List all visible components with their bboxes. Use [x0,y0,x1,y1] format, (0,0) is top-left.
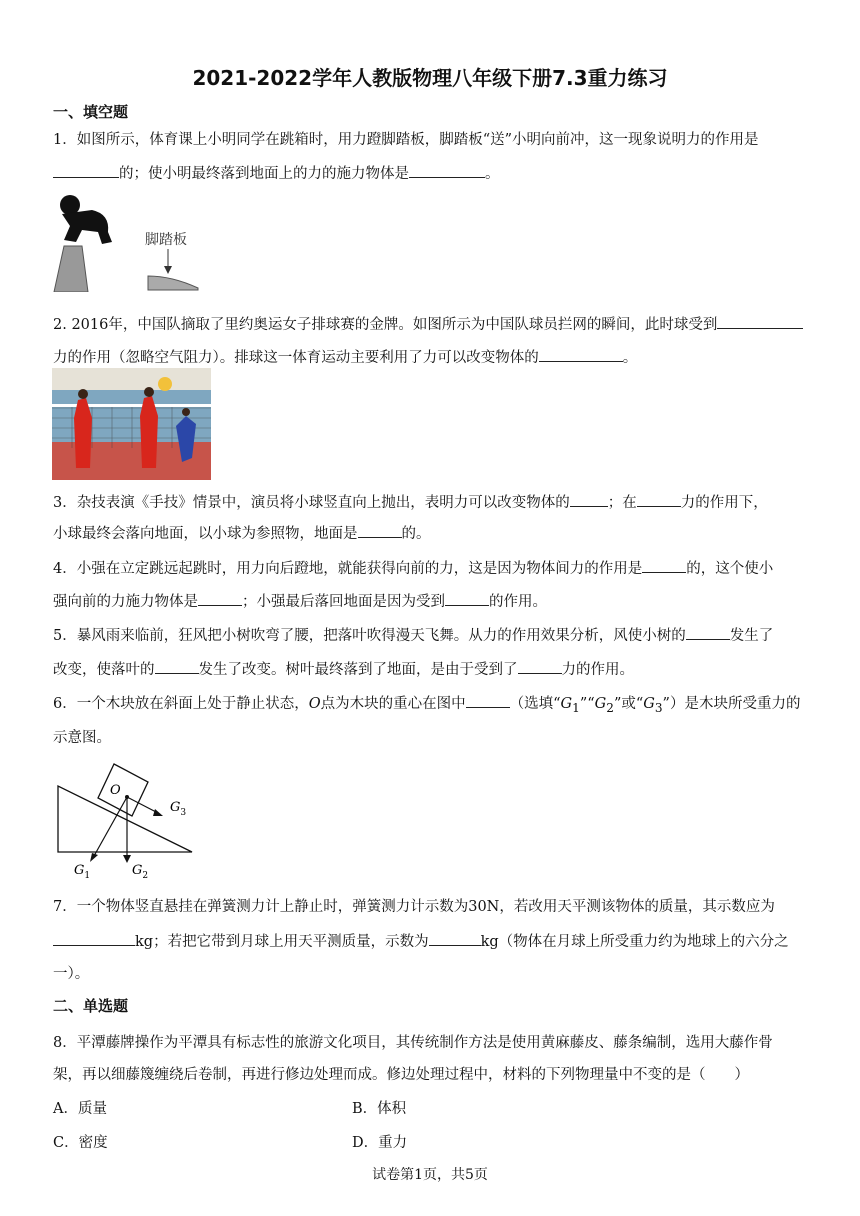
q1-line1: 1．如图所示，体育课上小明同学在跳箱时，用力蹬脚踏板，脚踏板“送”小明向前冲，这一现象说明力的作用是 [53,132,759,148]
answer-blank[interactable] [637,492,681,507]
answer-blank[interactable] [466,693,510,708]
q7-line1: 7．一个物体竖直悬挂在弹簧测力计上静止时，弹簧测力计示数为30N，若改用天平测该物体的质量，其示数应为 [53,899,775,915]
answer-blank[interactable] [53,931,135,946]
q7-line3: 一）。 [53,966,90,982]
q3-line1: 3．杂技表演《手技》情景中，演员将小球竖直向上抛出，表明力可以改变物体的 ；在 力的作用下， [53,491,768,512]
section-heading-fill: 一、填空题 [53,103,129,121]
q5-line1: 5．暴风雨来临前，狂风把小树吹弯了腰，把落叶吹得漫天飞舞。从力的作用效果分析，风使小树的 发生了 [53,624,773,645]
option-a[interactable]: A．质量 [53,1101,107,1117]
svg-text:O: O [110,783,121,798]
section-heading-single: 二、单选题 [53,997,129,1015]
svg-text:G2: $G_2$ [132,863,149,880]
answer-blank[interactable] [358,523,402,538]
q4-line2: 强向前的力施力物体是 ；小强最后落回地面是因为受到 的作用。 [53,590,547,611]
volleyball-photo [52,368,211,480]
q2-line1: 2. 2016年，中国队摘取了里约奥运女子排球赛的金牌。如图所示为中国队球员拦网的瞬间，此时球受到 [53,313,803,334]
q2-line2: 力的作用（忽略空气阻力）。排球这一体育运动主要利用了力可以改变物体的 。 [53,346,637,367]
answer-blank[interactable] [642,558,686,573]
springboard-label: 脚踏板 [145,232,187,248]
q7-line2: kg；若把它带到月球上用天平测质量，示数为 kg（物体在月球上所受重力约为地球上的六分之 [53,930,789,951]
answer-blank[interactable] [198,591,242,606]
page-footer: 试卷第1页，共5页 [372,1167,488,1183]
option-b[interactable]: B．体积 [352,1101,407,1117]
q8-line2: 架，再以细藤篾缠绕后卷制，再进行修边处理而成。修边处理过程中，材料的下列物理量中不变的是（ ） [53,1067,749,1083]
svg-text:G1: $G_1$ [74,863,91,880]
q3-line2: 小球最终会落向地面，以小球为参照物，地面是 的。 [53,522,431,543]
answer-blank[interactable] [570,492,608,507]
answer-blank[interactable] [429,931,481,946]
page-title: 2021-2022学年人教版物理八年级下册7.3重力练习 [192,66,668,90]
vault-figure [52,192,202,292]
svg-text:G3: $G_3$ [170,800,187,818]
q6-line1: 6．一个木块放在斜面上处于静止状态，O点为木块的重心在图中 （选填“$G_1”“G_2$”或“$G_3$”）是木块所受重力的 [53,692,800,715]
q6-line2: 示意图。 [53,730,111,746]
answer-blank[interactable] [717,314,803,329]
option-d[interactable]: D．重力 [352,1135,408,1151]
answer-blank[interactable] [686,625,730,640]
q1-line2: 的；使小明最终落到地面上的力的施力物体是 。 [53,162,500,183]
q5-line2: 改变，使落叶的 发生了改变。树叶最终落到了地面，是由于受到了 力的作用。 [53,658,634,679]
answer-blank[interactable] [409,163,485,178]
answer-blank[interactable] [445,591,489,606]
q8-line1: 8．平潭藤牌操作为平潭具有标志性的旅游文化项目，其传统制作方法是使用黄麻藤皮、藤条编制，选用大藤作骨 [53,1035,773,1051]
incline-force-diagram [52,756,202,880]
answer-blank[interactable] [518,659,562,674]
answer-blank[interactable] [155,659,199,674]
answer-blank[interactable] [539,347,623,362]
option-c[interactable]: C．密度 [53,1135,108,1151]
q4-line1: 4．小强在立定跳远起跳时，用力向后蹬地，就能获得向前的力，这是因为物体间力的作用是 的，这个使小 [53,557,773,578]
answer-blank[interactable] [53,163,119,178]
